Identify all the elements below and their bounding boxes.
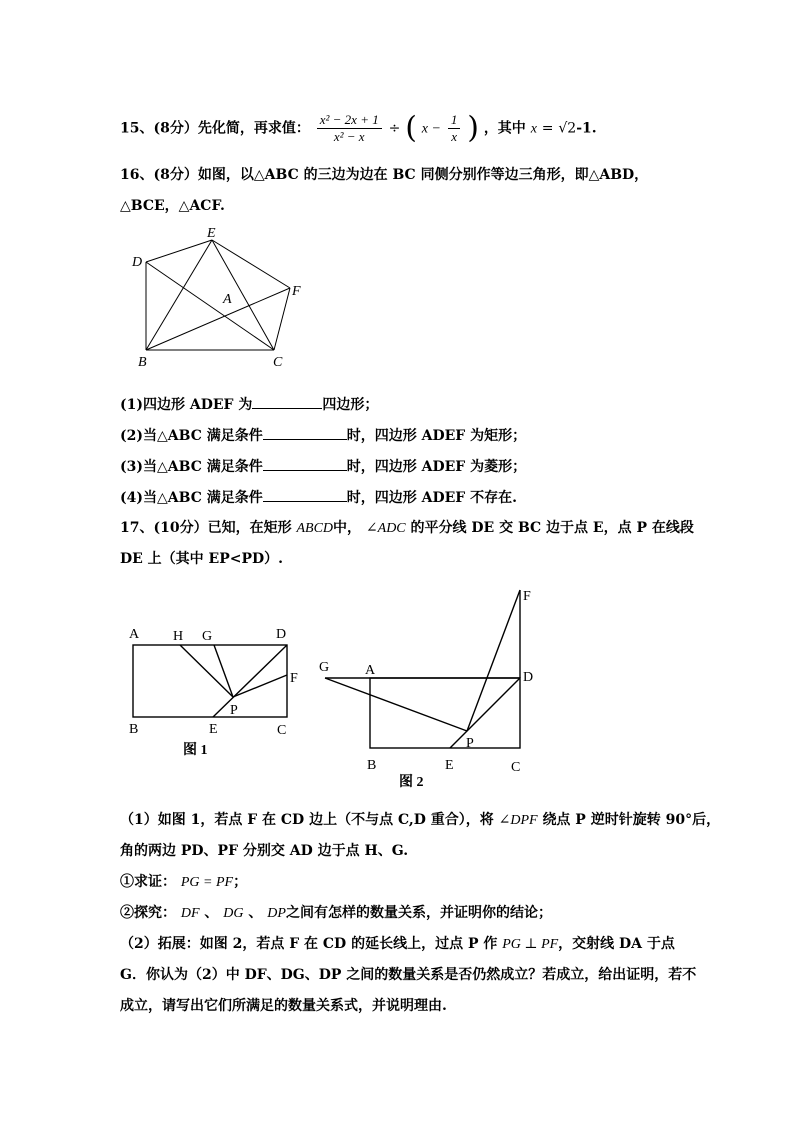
figure-1-caption: 图 1: [183, 743, 208, 758]
seg-PH: [180, 645, 233, 697]
q17-p5-a: （2）拓展：如图 2，若点 F 在 CD 的延长线上，过点 P 作: [120, 936, 498, 952]
label-E: E: [207, 226, 216, 241]
q15-frac1-numerator: x² − 2x + 1: [317, 112, 382, 129]
q15-line: [120, 112, 597, 145]
label-H: H: [173, 629, 184, 644]
q16-line-1: 16、(8分）如图，以△ABC 的三边为边在 BC 同侧分别作等边三角形，即△ABD，: [120, 167, 649, 183]
rect-ABCD: [133, 645, 287, 717]
q17-part1-line-2: 角的两边 PD、PF 分别交 AD 边于点 H、G.: [120, 843, 409, 859]
q15-inner-x: x −: [421, 121, 441, 137]
seg-FC: [274, 288, 290, 350]
q15-cond-tail: -1.: [576, 120, 597, 137]
q17-line-1: [120, 518, 694, 539]
q16-item-3-pre: (3)当△ABC 满足条件: [120, 459, 263, 475]
q17-p3-a: ①求证：: [120, 874, 176, 890]
q16-item-2-blank[interactable]: [263, 425, 347, 440]
q17-part2-line-2: G．你认为（2）中 DF、DG、DP 之间的数量关系是否仍然成立？若成立，给出证明，若不: [120, 967, 697, 983]
figure-2-caption: 图 2: [399, 775, 424, 790]
q16-item-4: [120, 487, 517, 508]
label-A: A: [223, 292, 232, 307]
label-C: C: [273, 355, 283, 370]
q17-figure-2: [315, 582, 545, 792]
q17-part1-line-1: [120, 810, 720, 831]
label-D: D: [132, 255, 143, 270]
q16-item-1-blank[interactable]: [252, 394, 322, 409]
q15-frac1-denominator: x² − x: [333, 129, 365, 144]
seg-EF: [212, 240, 290, 288]
seg-PF: [467, 590, 520, 731]
q15-frac2-numerator: 1: [448, 112, 461, 129]
q17-figure-1: [120, 620, 310, 760]
label-P: P: [466, 736, 474, 751]
seg-PG: [325, 678, 467, 731]
q16-item-4-blank[interactable]: [263, 487, 347, 502]
q16-item-3: [120, 456, 526, 477]
q17-p5-b: ，交射线 DA 于点: [558, 936, 675, 952]
seg-DE: [213, 645, 287, 717]
label-G: G: [202, 629, 213, 644]
q17-p1-a: （1）如图 1，若点 F 在 CD 边上（不与点 C,D 重合），将: [120, 812, 494, 828]
q17-part2-line-1: [120, 934, 675, 955]
q16-figure: [128, 222, 318, 372]
label-E: E: [445, 758, 454, 773]
q17-line1-b: 中，: [333, 520, 362, 536]
q17-part2-line-3: 成立，请写出它们所满足的数量关系式，并说明理由.: [120, 998, 447, 1014]
seg-EC: [212, 240, 274, 350]
q15-cond-eq: =: [541, 120, 554, 137]
q17-sep-1: 、: [204, 905, 219, 921]
q17-pg-perp-pf: PG ⊥ PF: [502, 937, 559, 952]
q16-item-3-post: 时，四边形 ADEF 为菱形；: [346, 459, 527, 475]
q16-line-2: △BCE，△ACF.: [120, 198, 225, 214]
label-B: B: [129, 722, 139, 737]
seg-EB: [146, 240, 212, 350]
rect-ABCD: [370, 678, 520, 748]
seg-DC: [146, 262, 274, 350]
q15-cond-lhs: x: [530, 121, 537, 137]
q16-item-2: [120, 425, 526, 446]
q17-dp: DP: [267, 906, 286, 921]
q15-fraction-1: [317, 112, 382, 145]
q16-item-2-post: 时，四边形 ADEF 为矩形；: [346, 428, 527, 444]
label-E: E: [209, 722, 218, 737]
q17-line-2: DE 上（其中 EP<PD）.: [120, 551, 284, 567]
q15-suffix: ，其中: [483, 120, 526, 137]
q15-cond-val: √2: [558, 120, 577, 137]
q16-item-4-post: 时，四边形 ADEF 不存在.: [346, 490, 517, 506]
label-P: P: [230, 703, 238, 718]
q16-item-3-blank[interactable]: [263, 456, 347, 471]
q17-rect-name: ABCD: [296, 521, 334, 536]
label-F: F: [292, 284, 301, 299]
label-A: A: [365, 663, 376, 678]
q15-prefix: 15、(8分）先化简，再求值：: [120, 120, 310, 137]
seg-DE: [146, 240, 212, 262]
q15-frac2-denominator: x: [451, 129, 457, 144]
q16-item-1: [120, 394, 378, 415]
label-A: A: [129, 627, 140, 642]
q17-angle-adc: ∠ADC: [365, 521, 406, 536]
q17-p4-b: 之间有怎样的数量关系，并证明你的结论；: [285, 905, 552, 921]
seg-PG: [214, 645, 233, 697]
q17-part1-item-2: [120, 903, 552, 924]
q15-left-paren: (: [405, 110, 417, 146]
q17-p3-b: ；: [233, 874, 248, 890]
label-C: C: [277, 723, 287, 738]
q17-p4-a: ②探究：: [120, 905, 176, 921]
q16-item-2-pre: (2)当△ABC 满足条件: [120, 428, 263, 444]
label-D: D: [523, 670, 534, 685]
q17-p1-b: 绕点 P 逆时针旋转 90°后，: [542, 812, 721, 828]
q17-sep-2: 、: [248, 905, 263, 921]
q15-divide: ÷: [388, 120, 401, 137]
label-D: D: [276, 627, 287, 642]
label-F: F: [290, 671, 298, 686]
label-B: B: [367, 758, 377, 773]
q15-fraction-2: [448, 112, 461, 145]
q17-part1-item-1: [120, 872, 247, 893]
q15-right-paren: ): [467, 110, 479, 146]
q17-pg-eq-pf: PG = PF: [180, 875, 234, 890]
q16-item-1-pre: (1)四边形 ADEF 为: [120, 397, 253, 413]
q16-item-4-pre: (4)当△ABC 满足条件: [120, 490, 263, 506]
seg-PF: [233, 675, 287, 697]
seg-DE: [450, 678, 520, 748]
q17-line1-c: 的平分线 DE 交 BC 边于点 E，点 P 在线段: [410, 520, 694, 536]
q17-angle-dpf: ∠DPF: [498, 813, 538, 828]
label-C: C: [511, 760, 521, 775]
q17-line1-a: 17、(10分）已知，在矩形: [120, 520, 292, 536]
label-F: F: [523, 589, 531, 604]
q17-dg: DG: [223, 906, 244, 921]
q16-item-1-post: 四边形；: [322, 397, 379, 413]
q17-df: DF: [180, 906, 200, 921]
label-G: G: [319, 660, 330, 675]
label-B: B: [138, 355, 147, 370]
